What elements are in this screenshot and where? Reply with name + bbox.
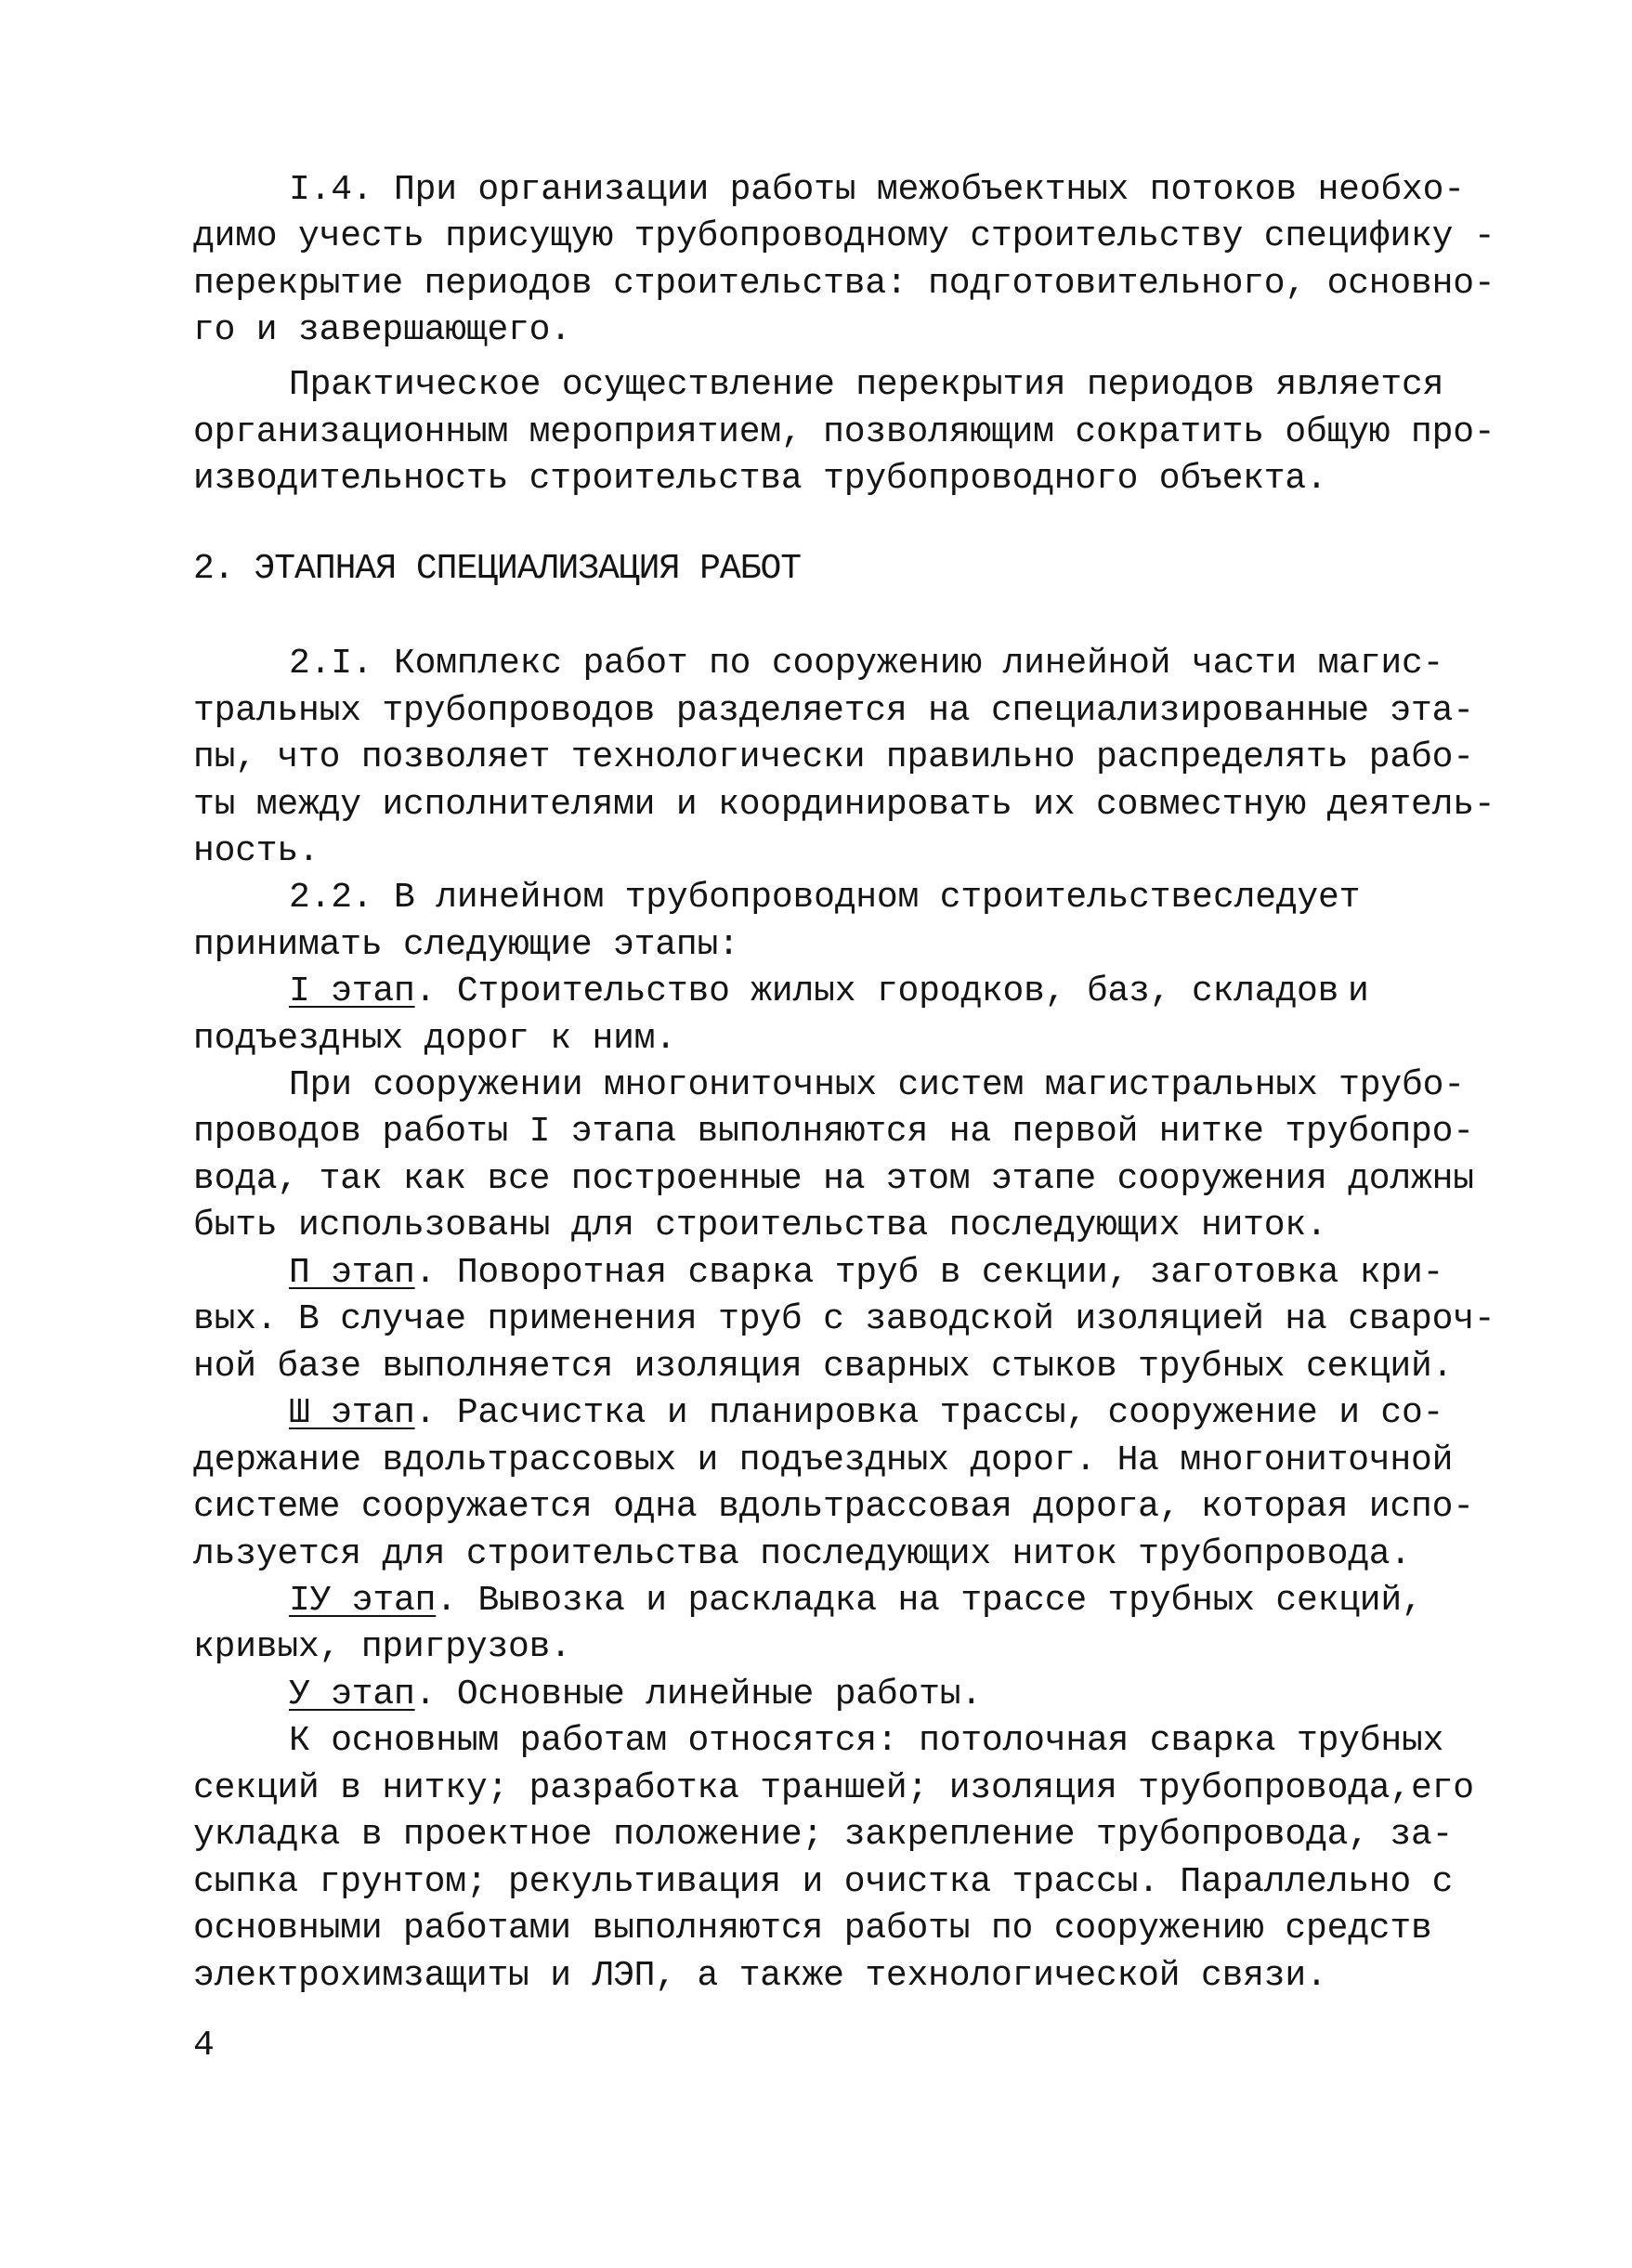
paragraph-2-1-line-5: ность. bbox=[193, 831, 320, 871]
paragraph-2-1-line-3: пы, что позволяет технологически правильно распределять рабо- bbox=[193, 737, 1474, 777]
paragraph-multithread-line-4: быть использованы для строительства последующих ниток. bbox=[193, 1206, 1327, 1245]
stage-1-line-1-text: . Строительство жилых городков, баз, складов bbox=[414, 971, 1339, 1011]
paragraph-main-works-line-5: основными работами выполняются работы по сооружению средств bbox=[193, 1909, 1432, 1949]
stage-2-line-1-text: . Поворотная сварка труб в секции, заготовка кри- bbox=[414, 1253, 1444, 1293]
stage-3-line-3: системе сооружается одна вдольтрассовая дорога, которая испо- bbox=[193, 1487, 1474, 1527]
stage-1-line-1-end: и bbox=[1348, 971, 1369, 1011]
paragraph-main-works-line-6: электрохимзащиты и ЛЭП, а также технологической связи. bbox=[193, 1956, 1327, 1996]
stage-4-label: IУ этап bbox=[289, 1581, 437, 1621]
paragraph-1-4-line-4: го и завершающего. bbox=[193, 310, 571, 350]
stage-2-label: П этап bbox=[289, 1253, 415, 1293]
paragraph-1-4-line-2: димо учесть присущую трубопроводному строительству специфику - bbox=[193, 216, 1495, 256]
paragraph-multithread-line-3: вода, так как все построенные на этом этапе сооружения должны bbox=[193, 1159, 1474, 1199]
paragraph-1-4-line-3: перекрытие периодов строительства: подготовительного, основно- bbox=[193, 264, 1495, 304]
stage-1-line-2: подъездных дорог к ним. bbox=[193, 1019, 676, 1059]
stage-2-line-2: вых. В случае применения труб с заводской изоляцией на свароч- bbox=[193, 1299, 1495, 1339]
paragraph-main-works-line-2: секций в нитку; разработка траншей; изоляция трубопровода,его bbox=[193, 1768, 1474, 1808]
paragraph-2-2-line-2: принимать следующие этапы: bbox=[193, 925, 739, 965]
paragraph-main-works-line-1: К основным работам относятся: потолочная сварка трубных bbox=[289, 1721, 1444, 1761]
stage-3-label: Ш этап bbox=[289, 1393, 415, 1433]
paragraph-main-works-line-3: укладка в проектное положение; закрепление трубопровода, за- bbox=[193, 1815, 1454, 1855]
stage-5-line-1-text: . Основные линейные работы. bbox=[414, 1675, 982, 1714]
stage-3-line-1-text: . Расчистка и планировка трассы, сооружение и со- bbox=[414, 1393, 1444, 1433]
paragraph-1-4-line-1: I.4. При организации работы межобъектных потоков необхо- bbox=[289, 170, 1465, 210]
paragraph-main-works-line-4: сыпка грунтом; рекультивация и очистка трассы. Параллельно с bbox=[193, 1862, 1454, 1902]
paragraph-practical-line-1: Практическое осуществление перекрытия периодов является bbox=[289, 365, 1444, 405]
stage-2-line-3: ной базе выполняется изоляция сварных стыков трубных секций. bbox=[193, 1347, 1454, 1387]
stage-4-line-1 bbox=[289, 1578, 1423, 1624]
stage-5-label: У этап bbox=[289, 1675, 415, 1714]
stage-4-line-2: кривых, пригрузов. bbox=[193, 1627, 571, 1667]
stage-3-line-2: держание вдольтрассовых и подъездных дорог. На многониточной bbox=[193, 1440, 1454, 1480]
stage-3-line-4: льзуется для строительства последующих ниток трубопровода. bbox=[193, 1534, 1412, 1574]
paragraph-practical-line-3: изводительность строительства трубопроводного объекта. bbox=[193, 459, 1327, 499]
paragraph-practical-line-2: организационным мероприятием, позволяющим сократить общую про- bbox=[193, 412, 1495, 452]
paragraph-multithread-line-1: При сооружении многониточных систем магистральных трубо- bbox=[289, 1065, 1465, 1105]
paragraph-2-1-line-1: 2.I. Комплекс работ по сооружению линейной части магис- bbox=[289, 644, 1444, 684]
stage-3-line-1 bbox=[289, 1390, 1443, 1437]
section-2-heading: 2. ЭТАПНАЯ СПЕЦИАЛИЗАЦИЯ РАБОТ bbox=[193, 549, 802, 589]
stage-1-line-1 bbox=[289, 969, 1338, 1015]
paragraph-2-2-line-1-end: следует bbox=[1213, 878, 1361, 918]
stage-1-label: I этап bbox=[289, 971, 415, 1011]
paragraph-2-2-line-1-start: 2.2. В линейном трубопроводном строительстве bbox=[289, 878, 1213, 918]
paragraph-2-1-line-4: ты между исполнителями и координировать их совместную деятель- bbox=[193, 785, 1495, 825]
paragraph-2-1-line-2: тральных трубопроводов разделяется на специализированные эта- bbox=[193, 691, 1474, 731]
page-number: 4 bbox=[193, 2026, 215, 2066]
stage-2-line-1 bbox=[289, 1250, 1443, 1297]
stage-4-line-1-text: . Вывозка и раскладка на трассе трубных секций, bbox=[436, 1581, 1423, 1621]
paragraph-multithread-line-2: проводов работы I этапа выполняются на первой нитке трубопро- bbox=[193, 1112, 1474, 1152]
stage-5-line-1 bbox=[289, 1672, 982, 1718]
